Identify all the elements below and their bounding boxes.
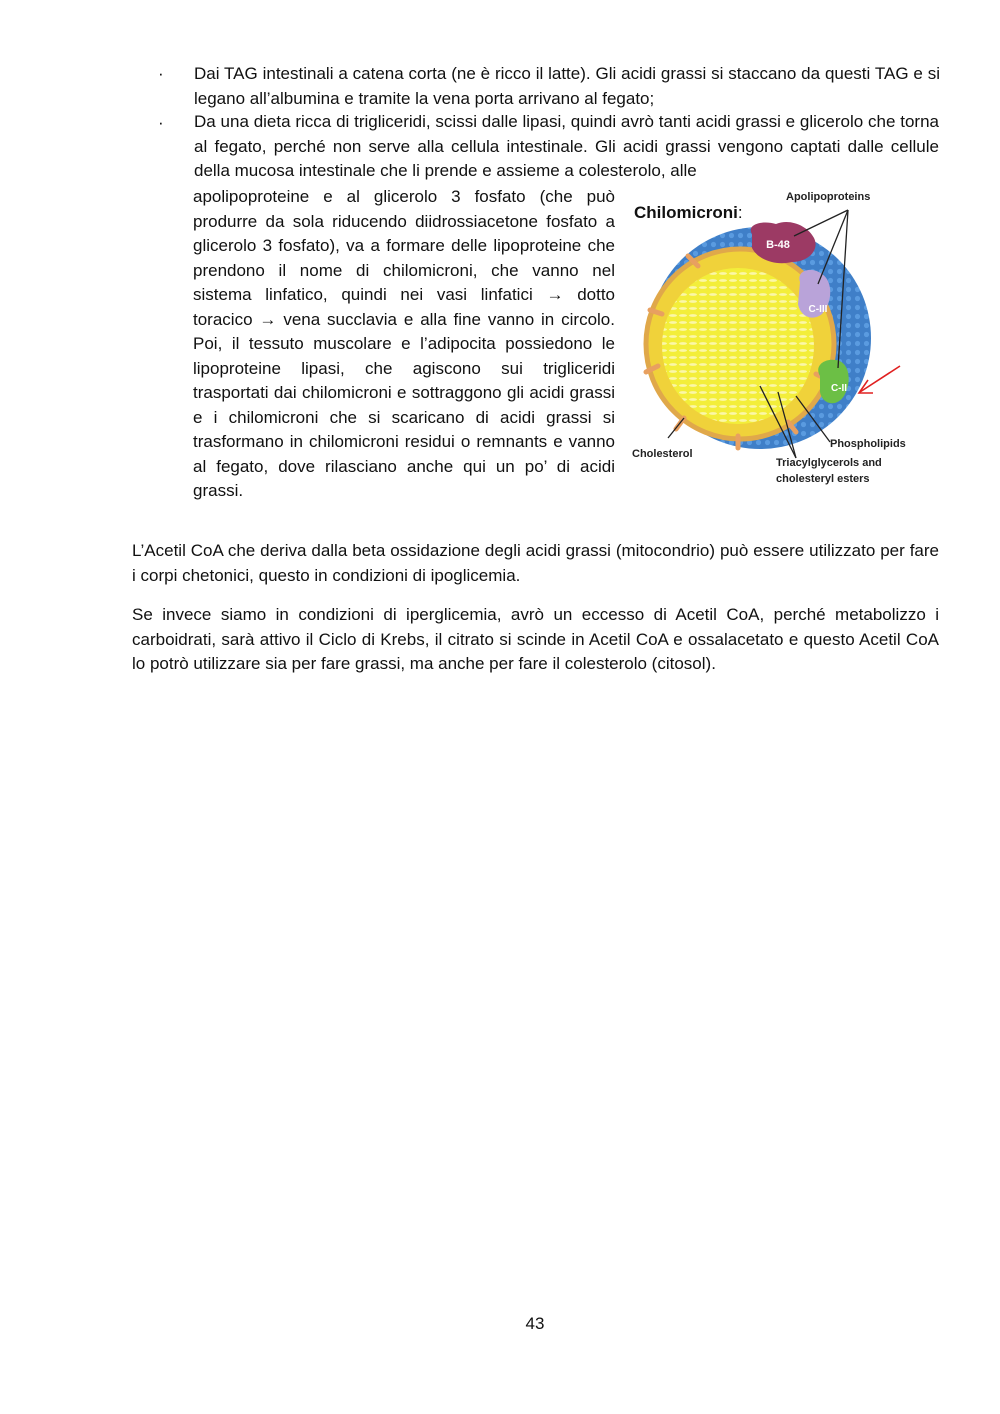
triglyceride-core <box>662 268 814 424</box>
arrow-glyph: → <box>546 285 564 304</box>
figure-caption <box>634 201 743 226</box>
paragraph-acetil-coa-2: Se invece siamo in condizioni di iperglicemia, avrò un eccesso di Acetil CoA, perché metabolizzo i carboidrati, sarà attivo il Ciclo di Krebs, il citrato si scinde in Acetil CoA e ossalacetato e questo Acetil CoA lo potrò utilizzare sia per fare grassi, ma anche per fare il colesterolo (citosol). <box>132 605 939 673</box>
figure-caption-colon: : <box>737 203 743 222</box>
leader-line <box>668 418 684 438</box>
label-b48: B-48 <box>766 239 790 251</box>
bullet-text-2-part-a: apolipoproteine e al glicerolo 3 fosfato (che può produrre da sola riducendo diidrossiacetone fosfato a glicerolo 3 fosfato), va a formare delle lipoproteine che prendono il nome di chilomicroni, che vanno nel sistema linfatico, quindi nei vasi linfatici <box>193 187 615 304</box>
leader-line <box>794 210 848 236</box>
bullet-text-2-part-c: vena succlavia e alla fine vanno in circolo. Poi, il tessuto muscolare e l’adipocita possiedono le lipoproteine lipasi, che agiscono sui trigliceridi trasportati dai chilomicroni e sottraggono gli acidi grassi e i chilomicroni che si scaricano di acidi grassi si trasformano in chilomicroni residui o remnants e vanno al fegato, dove rilasciano anche qui un po’ di acidi grassi. <box>193 309 615 500</box>
label-c2: C-II <box>830 383 848 394</box>
bullet-text-2-full-width: Da una dieta ricca di trigliceridi, scissi dalle lipasi, quindi avrò tanti acidi grassi e glicerolo che torna al fegato, perché non serve alla cellula intestinale. Gli acidi grassi vengono captati dalle cellule della mucosa intestinale che li prende e assieme a colesterolo, alle <box>194 112 939 180</box>
bullet-text-1: Dai TAG intestinali a catena corta (ne è ricco il latte). Gli acidi grassi si staccano da questi TAG e si legano all’albumina e tramite la vena porta arrivano al fegato; <box>194 64 940 108</box>
label-cholesteryl-esters: cholesteryl esters <box>776 473 870 485</box>
label-cholesterol: Cholesterol <box>632 448 693 460</box>
label-phospholipids: Phospholipids <box>830 438 906 450</box>
bullet-text-2-part-b: dotto toracico <box>193 285 615 329</box>
bullet-marker: · <box>158 113 164 132</box>
chylomicron-diagram <box>628 186 928 496</box>
paragraph-acetil-coa-1: L’Acetil CoA che deriva dalla beta ossidazione degli acidi grassi (mitocondrio) può essere utilizzato per fare i corpi chetonici, questo in condizioni di ipoglicemia. <box>132 541 939 585</box>
figure-caption-text: Chilomicroni <box>634 203 738 222</box>
bullet-text-2-column <box>193 185 615 504</box>
chylomicron-figure <box>628 186 928 496</box>
bullet-marker: · <box>158 64 164 83</box>
arrow-glyph: → <box>259 309 277 329</box>
bullet-item-1 <box>158 62 940 111</box>
page-number: 43 <box>525 1314 545 1333</box>
label-c3: C-III <box>808 304 828 315</box>
label-apolipoproteins: Apolipoproteins <box>786 191 871 203</box>
label-triacylglycerols: Triacylglycerols and <box>776 457 882 469</box>
